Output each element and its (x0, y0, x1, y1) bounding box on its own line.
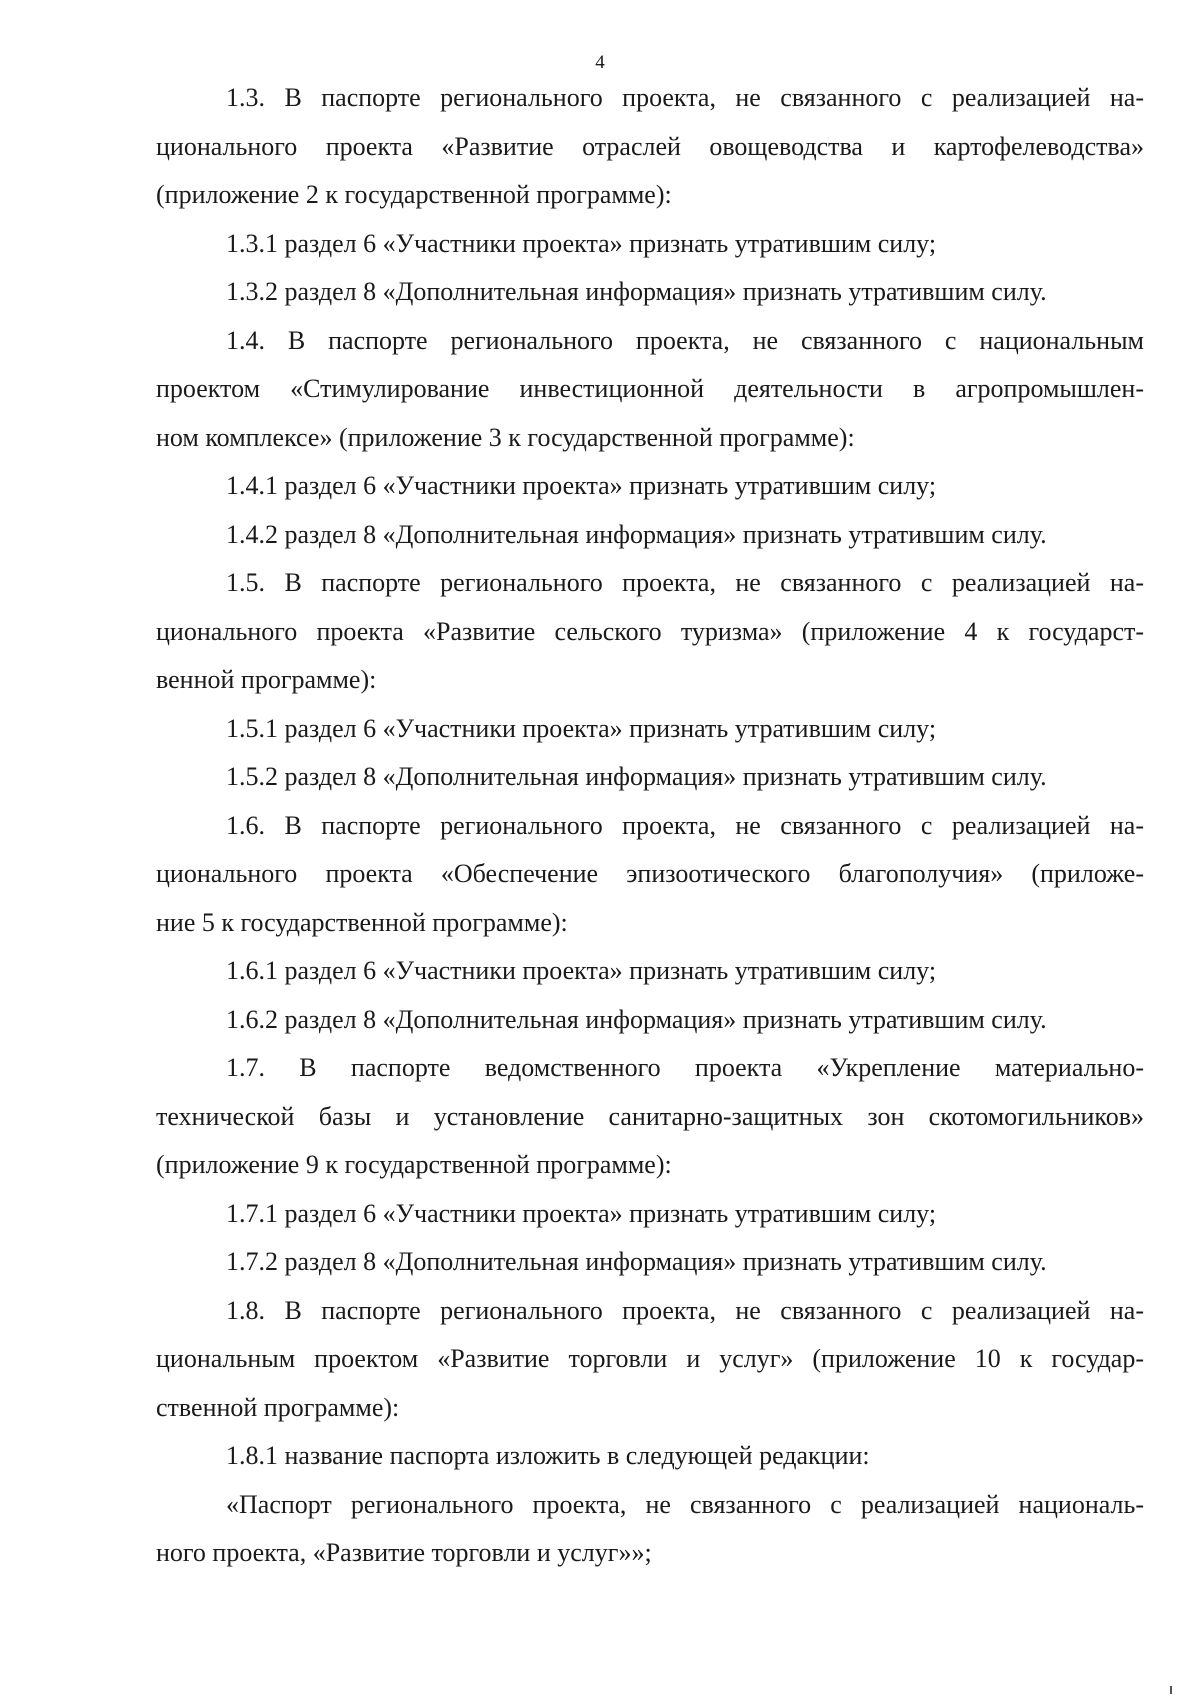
paragraph-line: (приложение 2 к государственной программе): (156, 180, 672, 209)
paragraph-line: технической базы и установление санитарно-защитных зон скотомогильников» (156, 1101, 1144, 1131)
paragraph-line: 1.6. В паспорте регионального проекта, не связанного с реализацией на- (226, 810, 1144, 840)
paragraph-line: ционального проекта «Развитие отраслей овощеводства и картофелеводства» (156, 131, 1144, 161)
paragraph-line: 1.8. В паспорте регионального проекта, не связанного с реализацией на- (226, 1295, 1144, 1325)
subparagraph-1-3-2: 1.3.2 раздел 8 «Дополнительная информация» признать утратившим силу. (226, 277, 1047, 306)
paragraph-line: ного проекта, «Развитие торговли и услуг»»; (156, 1538, 652, 1567)
subparagraph-1-7-1: 1.7.1 раздел 6 «Участники проекта» признать утратившим силу; (226, 1198, 937, 1228)
subparagraph-1-5-2: 1.5.2 раздел 8 «Дополнительная информация» признать утратившим силу. (226, 762, 1047, 791)
page-number: 4 (595, 52, 605, 73)
paragraph-line: проектом «Стимулирование инвестиционной деятельности в агропромышлен- (156, 374, 1144, 403)
subparagraph-1-8-1: 1.8.1 название паспорта изложить в следующей редакции: (226, 1441, 870, 1470)
paragraph-line: 1.5. В паспорте регионального проекта, не связанного с реализацией на- (226, 568, 1144, 597)
paragraph-line: 1.7. В паспорте ведомственного проекта «Укрепление материально- (226, 1053, 1144, 1082)
paragraph-1-7 (156, 1044, 1144, 1190)
subparagraph-1-3-1: 1.3.1 раздел 6 «Участники проекта» признать утратившим силу; (226, 228, 937, 258)
subparagraph-1-7-2: 1.7.2 раздел 8 «Дополнительная информация» признать утратившим силу. (226, 1247, 1047, 1276)
paragraph-1-5 (156, 559, 1144, 705)
subparagraph-1-4-2: 1.4.2 раздел 8 «Дополнительная информация» признать утратившим силу. (226, 519, 1047, 549)
subparagraph-1-4-1: 1.4.1 раздел 6 «Участники проекта» признать утратившим силу; (226, 471, 937, 500)
paragraph-1-3 (156, 74, 1144, 220)
paragraph-line: ционального проекта «Развитие сельского туризма» (приложение 4 к государст- (156, 616, 1144, 646)
paragraph-line: ционального проекта «Обеспечение эпизоотического благополучия» (приложе- (156, 859, 1144, 888)
paragraph-line: циональным проектом «Развитие торговли и услуг» (приложение 10 к государ- (156, 1344, 1144, 1373)
subparagraph-1-5-1: 1.5.1 раздел 6 «Участники проекта» признать утратившим силу; (226, 713, 937, 743)
subparagraph-1-6-2: 1.6.2 раздел 8 «Дополнительная информация» признать утратившим силу. (226, 1004, 1047, 1034)
paragraph-line: 1.3. В паспорте регионального проекта, не связанного с реализацией на- (226, 83, 1144, 112)
paragraph-line: 1.4. В паспорте регионального проекта, не связанного с национальным (226, 325, 1144, 355)
scan-artifact (1170, 1686, 1172, 1694)
document-body (156, 74, 1144, 1578)
paragraph-line: ном комплексе» (приложение 3 к государственной программе): (156, 422, 855, 452)
paragraph-1-6 (156, 802, 1144, 948)
subparagraph-1-6-1: 1.6.1 раздел 6 «Участники проекта» признать утратившим силу; (226, 956, 937, 985)
paragraph-1-4 (156, 317, 1144, 463)
paragraph-1-8 (156, 1287, 1144, 1433)
paragraph-line: (приложение 9 к государственной программе): (156, 1150, 672, 1179)
paragraph-line: ственной программе): (156, 1392, 400, 1422)
paragraph-line: «Паспорт регионального проекта, не связанного с реализацией националь- (226, 1489, 1144, 1519)
paragraph-line: венной программе): (156, 665, 377, 694)
quoted-passport-title (156, 1481, 1144, 1578)
paragraph-line: ние 5 к государственной программе): (156, 907, 568, 937)
